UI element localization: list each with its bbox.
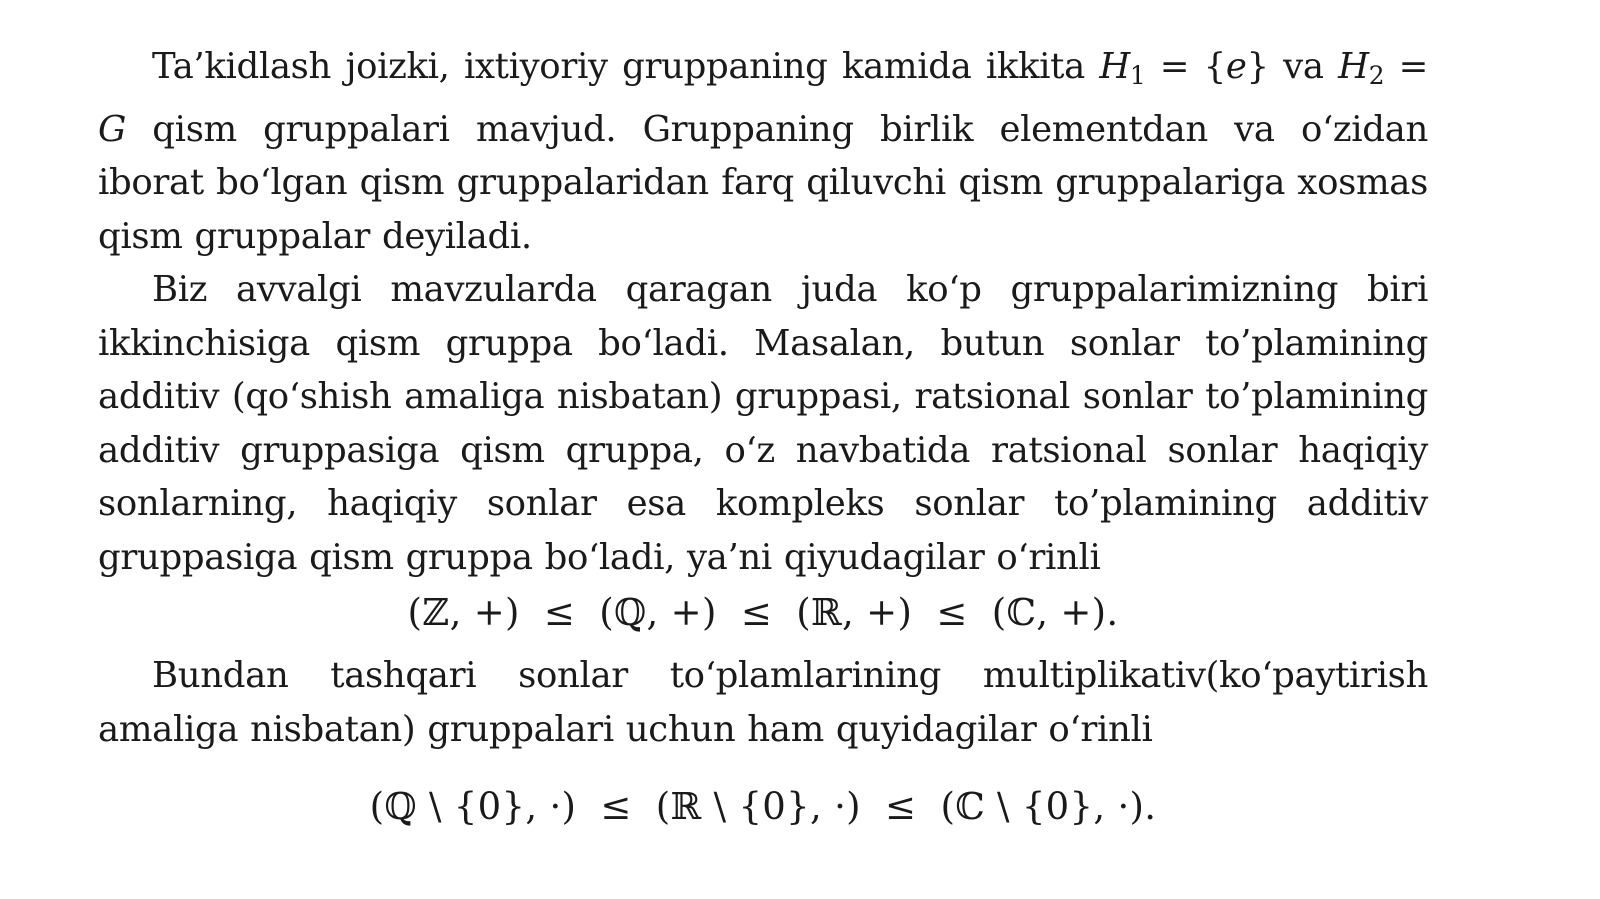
paragraph-subgroups-intro [98,40,1428,263]
document-page [98,40,1428,833]
math-h1: H [1099,46,1130,87]
math-equals: = [1384,46,1428,87]
math-h1-subscript: 1 [1129,61,1146,91]
paragraph-multiplicative: Bundan tashqari sonlar to‘plamlarining multiplikativ(ko‘paytirish amaliga nisbatan) gruppalari uchun ham quyidagilar o‘rinli [98,655,1428,750]
formula-additive-chain: (ℤ, +) ≤ (ℚ, +) ≤ (ℝ, +) ≤ (ℂ, +). [407,591,1119,635]
formula-multiplicative-chain: (ℚ \ {0}, ·) ≤ (ℝ \ {0}, ·) ≤ (ℂ \ {0}, ·). [369,785,1157,829]
math-h2-subscript: 2 [1368,61,1385,91]
math-g: G [98,108,127,150]
paragraph-examples: Biz avvalgi mavzularda qaragan juda ko‘p gruppalarimizning biri ikkinchisiga qism gruppa bo‘ladi. Masalan, butun sonlar to’plamining additiv (qo‘shish amaliga nisbatan) gruppasi, ratsional sonlar to’plamining additiv gruppasiga qism qruppa, o‘z navbatida ratsional sonlar haqiqiy sonlarning, haqiqiy sonlar esa kompleks sonlar to’plamining additiv gruppasiga qism gruppa bo‘ladi, ya’ni qiyudagilar o‘rinli [98,269,1428,578]
paragraph-text: qism gruppalari mavjud. Gruppaning birlik elementdan va o‘zidan iborat bo‘lgan qism gruppalaridan farq qiluvchi qism gruppalariga xosmas qism gruppalar deyiladi. [98,108,1428,257]
math-brace-close: } va [1246,46,1339,87]
math-e: e [1225,46,1247,87]
math-h2: H [1338,46,1369,87]
math-equals-brace: = { [1145,46,1226,87]
paragraph-text: Ta’kidlash joizki, ixtiyoriy gruppaning kamida ikkita [152,46,1100,87]
